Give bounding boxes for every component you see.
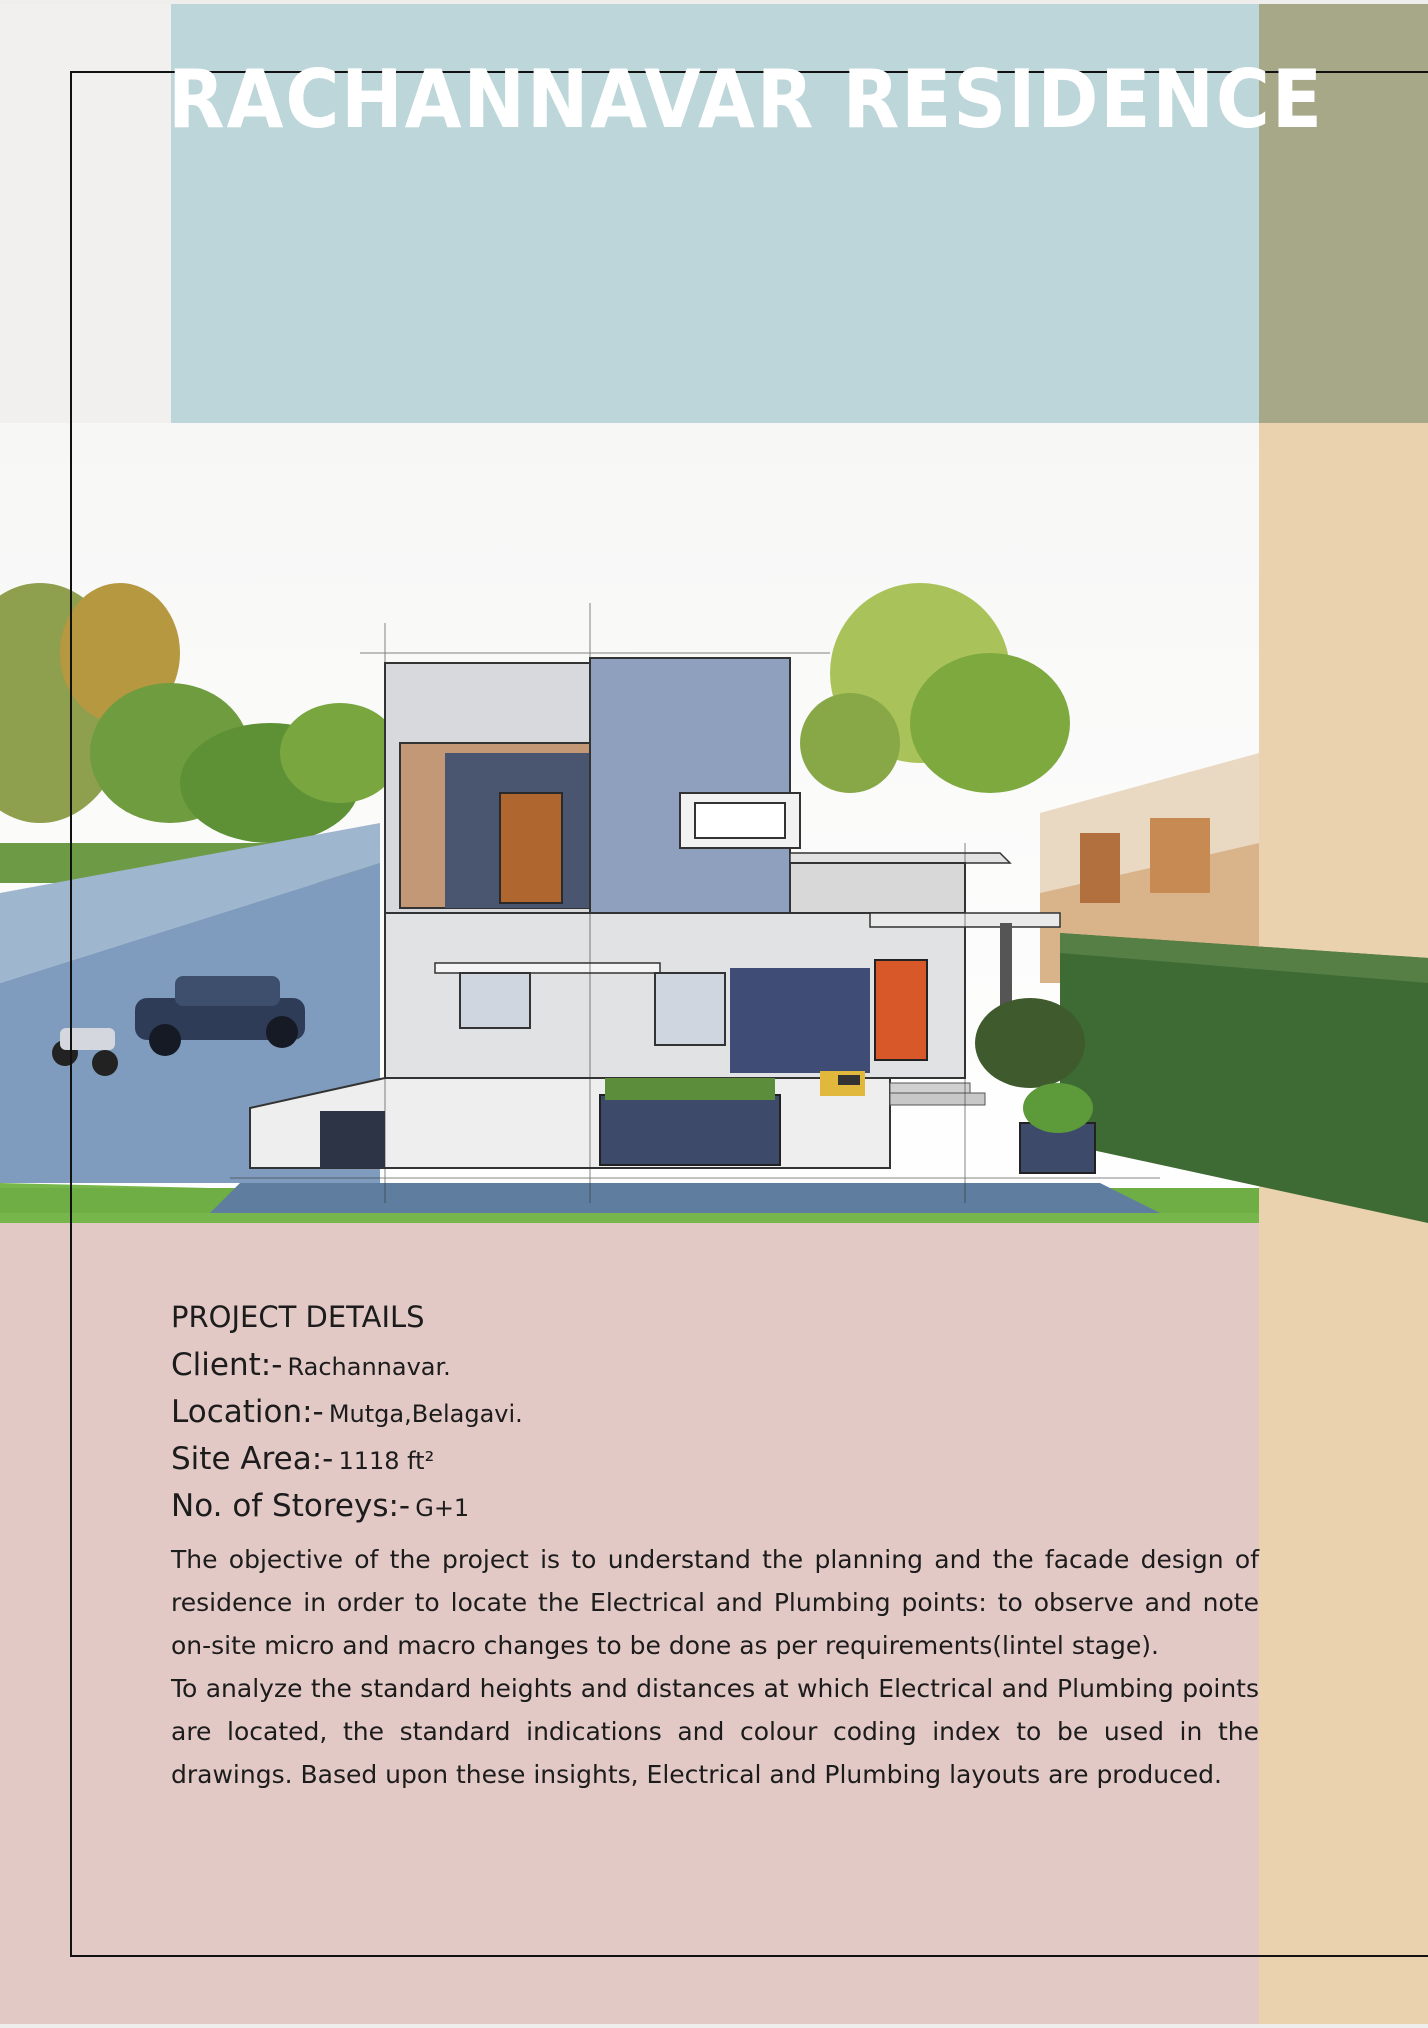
storeys-label: No. of Storeys:- xyxy=(171,1488,411,1524)
site-area-label: Site Area:- xyxy=(171,1441,334,1477)
client-value: Rachannavar. xyxy=(287,1353,451,1381)
storeys-value: G+1 xyxy=(415,1494,470,1522)
site-area-row xyxy=(171,1438,1259,1485)
location-value: Mutga,Belagavi. xyxy=(328,1400,523,1428)
client-row xyxy=(171,1344,1259,1391)
client-label: Client:- xyxy=(171,1347,283,1383)
page-title: RACHANNAVAR RESIDENCE xyxy=(168,53,1324,146)
location-row xyxy=(171,1391,1259,1438)
storeys-row xyxy=(171,1485,1259,1532)
analysis-paragraph: To analyze the standard heights and distances at which Electrical and Plumbing points are located, the standard indications and colour coding index to be used in the drawings. Based upon these insights, Electrical and Plumbing layouts are produced. xyxy=(171,1674,1259,1789)
objective-paragraph: The objective of the project is to understand the planning and the facade design of residence in order to locate the Electrical and Plumbing points: to observe and note on-site micro and macro changes to be done as per requirements(lintel stage). xyxy=(171,1545,1259,1660)
project-details-heading: PROJECT DETAILS xyxy=(171,1300,425,1334)
site-area-value: 1118 ft² xyxy=(338,1447,435,1475)
location-label: Location:- xyxy=(171,1394,324,1430)
project-details xyxy=(171,1300,1259,1796)
